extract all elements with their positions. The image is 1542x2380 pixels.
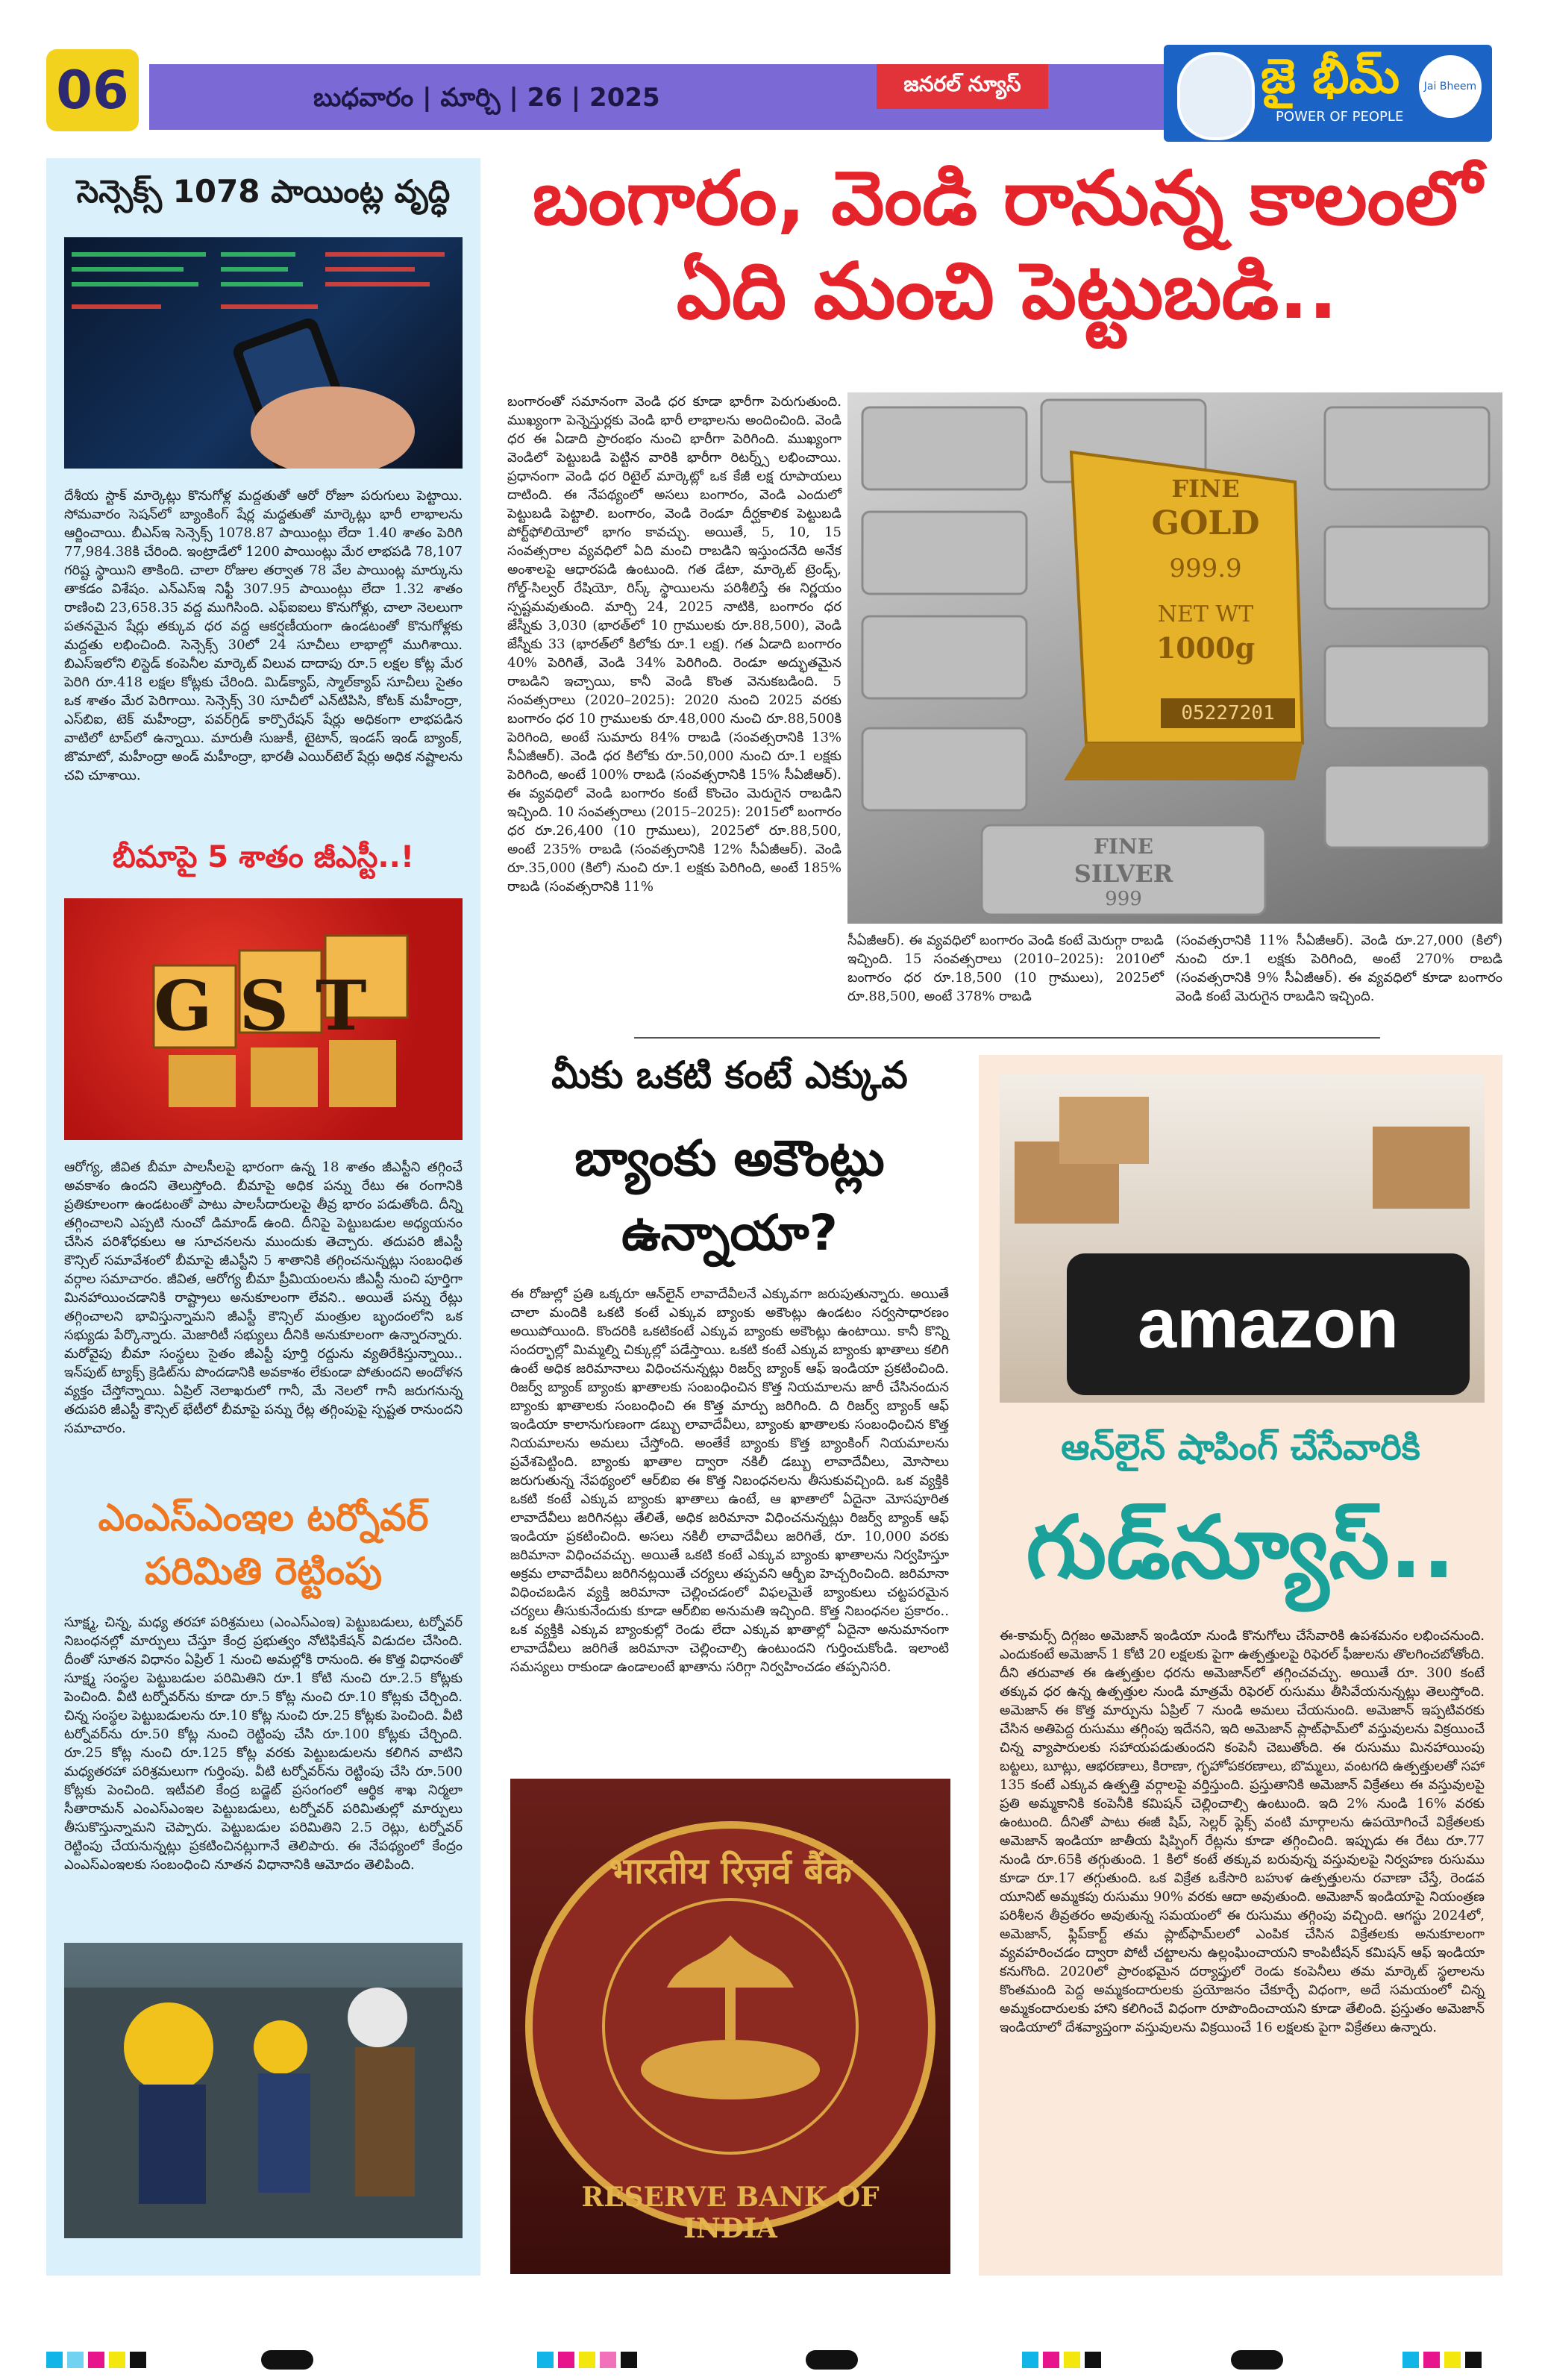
masthead bbox=[1164, 45, 1492, 142]
gold-bar-text-gold: GOLD bbox=[1151, 504, 1260, 542]
factory-workers-image bbox=[64, 1943, 463, 2238]
color-swatch bbox=[1022, 2352, 1038, 2368]
gold-article-body-cont1: సీఏజీఆర్). ఈ వ్యవధిలో బంగారం వెండి కంటే మెరుగ్గా రాబడి ఇచ్చింది. 15 సంవత్సరాలు (2010–2025): 2010లో బంగారం ధర రూ.18,500 (10 గ్రాములు), 2025లో రూ.88,500, అంటే 378% రాబడి bbox=[847, 933, 1164, 1004]
gold-bar-text-netwt: NET WT bbox=[1157, 601, 1254, 627]
amazon-phone-image bbox=[1000, 1074, 1485, 1403]
color-swatch bbox=[130, 2352, 146, 2368]
silver-bar-text-fine: FINE bbox=[1094, 834, 1153, 859]
sensex-article-body: దేశీయ స్టాక్ మార్కెట్లు కొనుగోళ్ల మద్దతుతో ఆరో రోజూ పరుగులు పెట్టాయి. సోమవారం సెషన్‌లో బ్యాంకింగ్ షేర్ల మద్దతుతో మార్కెట్లు భారీ లాభాలను ఆర్జించాయి. బీఎస్ఇ సెన్సెక్స్ 1078.87 పాయింట్లు లేదా 1.40 శాతం పెరిగి 77,984.38కి చేరింది. ఇంట్రాడేలో 1200 పాయింట్లు మేర లాభపడి 78,107 గరిష్ట స్థాయిని తాకింది. చాలా రోజుల తర్వాత 78 వేల పాయింట్ల మార్కును తాకడం విశేషం. ఎన్ఎస్ఇ నిఫ్టీ 307.95 పాయింట్లు లేదా 1.32 శాతం రాణించి 23,658.35 వద్ద ముగిసింది. ఎఫ్ఐఐలు కొనుగోళ్లు, చాలా నెలలుగా పతనమైన షేర్లు తక్కువ ధర వద్ద ఆకర్షణీయంగా ఉండటంతో కొనుగోళ్లకు మద్దతు లభించింది. సెన్సెక్స్ 30లో 24 సూచీలు లాభాల్లో ముగిశాయి. బిఎస్ఇలోని లిస్టెడ్ కంపెనీల మార్కెట్ విలువ దాదాపు రూ.5 లక్షల కోట్ల మేర పెరిగి రూ.418 లక్షల కోట్లకు చేరింది. మిడ్‌క్యాప్, స్మాల్‌క్యాప్ సూచీలు సైతం ఒక శాతం మేర పెరిగాయి. సెన్సెక్స్ 30 సూచీలో ఎన్‌టిపిసి, కోటక్ మహీంద్రా, ఎస్‌బిఐ, టెక్ మహీంద్రా, పవర్‌గ్రిడ్ కార్పొరేషన్ షేర్లు అధికంగా లాభపడిన వాటిలో టాప్‌లో ఉన్నాయి. మారుతీ సుజుకీ, టైటాన్, ఇండస్ ఇండ్ బ్యాంక్, జొమాటో, మహీంద్రా అండ్ మహీంద్రా, భారతీ ఎయిర్‌టెల్ షేర్లు అధిక నష్టాలను చవి చూశాయి. bbox=[64, 488, 463, 783]
registration-mark bbox=[806, 2350, 858, 2370]
color-swatch bbox=[558, 2352, 574, 2368]
color-swatch bbox=[1423, 2352, 1440, 2368]
color-swatch bbox=[1043, 2352, 1059, 2368]
color-swatch bbox=[537, 2352, 554, 2368]
gold-bar-text-fine: FINE bbox=[1171, 475, 1240, 503]
color-swatch bbox=[1444, 2352, 1461, 2368]
gold-article-body-cont2: (సంవత్సరానికి 11% సీఏజీఆర్). వెండి రూ.27,000 (కిలో) నుంచి రూ.1 లక్షకు పెరిగింది, అంటే 270% రాబడి (సంవత్సరానికి 9% సీఏజీఆర్). ఈ వ్యవధిలో కూడా బంగారం వెండి కంటే మెరుగైన రాబడిని ఇచ్చింది. bbox=[1176, 933, 1502, 1004]
article-divider bbox=[634, 1037, 1380, 1039]
bank-headline-line1: బ్యాంకు అకౌంట్లు bbox=[574, 1130, 885, 1187]
paper-title: జై భీమ్ bbox=[1261, 49, 1400, 104]
bank-article-body: ఈ రోజుల్లో ప్రతి ఒక్కరూ ఆన్‌లైన్ లావాదేవీలనే ఎక్కువగా జరుపుతున్నారు. అయితే చాలా మందికి ఒకటి కంటే ఎక్కువ బ్యాంకు అకౌంట్లు ఉండటం సర్వసాధారణం అయిపోయింది. కొందరికి ఒకటికంటే ఎక్కువ బ్యాంకు అకౌంట్లు ఉంటాయి. కానీ కొన్ని సందర్భాల్లో మిమ్మల్ని చిక్కుల్లో పడేస్తాయి. ఒకటి కంటే ఎక్కువ బ్యాంకు ఖాతాలు కలిగి ఉంటే అధిక జరిమానాలు విధించనున్నట్లు రిజర్వ్ బ్యాంక్ ఆఫ్ ఇండియా ప్రకటించింది. రిజర్వ్ బ్యాంక్ బ్యాంకు ఖాతాలకు సంబంధించిన కొత్త నియమాలను జారీ చేసినందున బ్యాంకు ఖాతాలకు సంబంధించి ఈ కొత్త మార్పు జరిగింది. ది రిజర్వ్ బ్యాంక్ ఆఫ్ ఇండియా కాలానుగుణంగా డబ్బు లావాదేవీలు, బ్యాంకు ఖాతాలకు సంబంధించిన కొత్త నియమాలను అమలు చేస్తోంది. అంతేకే బ్యాంకు కొత్త బ్యాంకింగ్ నియమాలను ప్రవేశపెట్టింది. బ్యాంకు ఖాతాల ద్వారా నకిలీ డబ్బు లావాదేవీలు, మోసాలు జరుగుతున్న నేపథ్యంలో ఆర్‌బిఐ ఈ కొత్త నిబంధనలను తీసుకువచ్చింది. ఒక వ్యక్తికి ఒకటి కంటే ఎక్కువ బ్యాంకు ఖాతాలు ఉంటే, ఆ ఖాతాలో ఏదైనా మోసపూరిత లావాదేవీలు జరిగినట్లు తేలితే, అధిక జరిమానా విధించనున్నట్లు రిజర్వ్ బ్యాంక్ ఆఫ్ ఇండియా ప్రకటించింది. అసలు నకిలీ లావాదేవీలు జరిగితే, రూ. 10,000 వరకు జరిమానా విధించవచ్చు. అయితే ఒకటి కంటే ఎక్కువ బ్యాంకు ఖాతాలను నిర్వహిస్తూ అక్రమ లావాదేవీలు జరిగినట్లయితే చర్యలు తప్పవని ఆర్బీఐ హెచ్చరించింది. జరిమానా విధించబడిన వ్యక్తి జరిమానా చెల్లించడంలో విఫలమైతే బ్యాంకులు చట్టపరమైన చర్యలు తీసుకునేందుకు కూడా ఆర్‌బిఐ అనుమతి ఇచ్చింది. కొత్త నిబంధనల ప్రకారం.. ఒక వ్యక్తికి ఎక్కువ బ్యాంకుల్లో రెండు లేదా ఎక్కువ ఖాతాల్లో ఏదైనా అనుమానంగా లావాదేవీలు జరిగితే జరిమానా చెల్లించాల్సి ఉంటుందని గుర్తించుకోండి. ఇలాంటి సమస్యలు రాకుండా ఉండాలంటే ఖాతాను సరిగ్గా నిర్వహించడం తప్పనిసరి. bbox=[510, 1286, 949, 1675]
edition-date: బుధవారం | మార్చి | 26 | 2025 bbox=[313, 83, 660, 113]
gold-bar-serial: 05227201 bbox=[1161, 698, 1295, 728]
gold-headline-line2: ఏది మంచి పెట్టుబడి.. bbox=[676, 245, 1338, 336]
color-swatch bbox=[1402, 2352, 1419, 2368]
bank-kicker: మీకు ఒకటి కంటే ఎక్కువ bbox=[551, 1053, 908, 1097]
registration-mark bbox=[1231, 2350, 1283, 2370]
gold-silver-bars-image bbox=[847, 392, 1502, 924]
paper-tagline: POWER OF PEOPLE bbox=[1276, 109, 1404, 125]
amazon-headline: గుడ్‌న్యూస్.. bbox=[1026, 1497, 1455, 1598]
gst-headline: బీమాపై 5 శాతం జీఎస్టీ..! bbox=[112, 840, 415, 874]
gst-article-body: ఆరోగ్య, జీవిత బీమా పాలసీలపై భారంగా ఉన్న 18 శాతం జీఎస్టీని తగ్గించే అవకాశం ఉందని తెలుస్తోంది. బీమాపై అధిక పన్ను రేటు ఈ రంగానికి ప్రతికూలంగా ఉండటంతో పాటు పాలసీదారులపై తీవ్ర భారం పడుతోంది. దీన్ని తగ్గించాలని ఎప్పటి నుంచో డిమాండ్ ఉంది. దీనిపై పెట్టుబడుల అధ్యయనం చేసిన పరిశోధకులు ఆ సూచనలను ముందుకు తెచ్చారు. తదుపరి జీఎస్టీ కౌన్సిల్ సమావేశంలో బీమాపై జీఎస్టీని 5 శాతానికి తగ్గించనున్నట్లు సంబంధిత వర్గాల సమాచారం. జీవిత, ఆరోగ్య బీమా ప్రీమియంలను జీఎస్టీ నుంచి పూర్తిగా మినహాయించడానికి రాష్ట్రాలు అనుకూలంగా లేవని.. అయితే పన్ను రేట్లు తగ్గించాలని భావిస్తున్నామని జీఎస్టీ కౌన్సిల్ మంత్రుల బృందంలోని ఒక సభ్యుడు పేర్కొన్నారు. మెజారిటీ సభ్యులు దీనికి అనుకూలంగా ఉన్నారన్నారు. మరోవైపు బీమా సంస్థలు సైతం జీఎస్టీ పూర్తి రద్దును వ్యతిరేకిస్తున్నాయి.. ఇన్‌పుట్ ట్యాక్స్ క్రెడిట్‌ను పొందడానికి అవకాశం లేకుండా పోతుందని అందోళన వ్యక్తం చేస్తోన్నాయి. ఏప్రిల్ నెలాఖరులో గానీ, మే నెలలో గానీ జరుగనున్న తదుపరి జీఎస్టీ కౌన్సిల్ భేటీలో బీమాపై పన్ను రేట్ల తగ్గింపుపై స్పష్టత రానుందని సమాచారం. bbox=[64, 1159, 463, 1436]
color-swatch bbox=[1085, 2352, 1101, 2368]
silver-bar-text-silver: SILVER bbox=[1074, 859, 1173, 888]
rbi-hindi-text: भारतीय रिज़र्व बैंक bbox=[609, 1850, 852, 1892]
bank-headline-line2: ఉన్నాయా? bbox=[621, 1204, 838, 1262]
founder-portrait bbox=[1177, 52, 1255, 140]
color-swatch bbox=[600, 2352, 616, 2368]
color-swatch bbox=[1064, 2352, 1080, 2368]
factory-graphic bbox=[64, 1943, 463, 2238]
page-number: 06 bbox=[46, 49, 139, 131]
gst-image bbox=[64, 898, 463, 1140]
sensex-headline: సెన్సెక్స్ 1078 పాయింట్ల వృద్ధి bbox=[76, 173, 451, 210]
stock-market-image bbox=[64, 237, 463, 469]
amazon-article-body: ఈ-కామర్స్ దిగ్గజం అమెజాన్ ఇండియా నుండి కొనుగోలు చేసేవారికి ఉపశమనం లభించనుంది. ఎందుకంటే అమెజాన్ 1 కోటి 20 లక్షలకు పైగా ఉత్పత్తులపై రిఫెరల్ ఫీజులను తొలగించబోతోంది. దీని తరువాత ఈ ఉత్పత్తుల ధరను అమెజాన్‌లో తగ్గించవచ్చు. అయితే రూ. 300 కంటే తక్కువ ధర ఉన్న ఉత్పత్తుల నుండి మాత్రమే రిఫెరల్ రుసుము తీసివేయనున్నట్లు తెలుస్తోంది. అమెజాన్ ఈ కొత్త మార్పును ఏప్రిల్ 7 నుండి అమలు చేయనుంది. అమెజాన్ ఇప్పటివరకు చేసిన అతిపెద్ద రుసుము తగ్గింపు ఇదేనని, ఇది అమెజాన్ ప్లాట్‌ఫామ్‌లో వస్తువులను విక్రయించే చిన్న వ్యాపారులకు సహాయపడుతుందని కంపెనీ చెబుతోంది. ఈ రుసుము మినహాయింపు బట్టలు, బూట్లు, ఆభరణాలు, కిరాణా, గృహోపకరణాలు, బొమ్మలు, వంటగది ఉత్పత్తులతో సహా 135 కంటే ఎక్కువ ఉత్పత్తి వర్గాలపై వర్తిస్తుంది. ప్రస్తుతానికి అమెజాన్ విక్రేతలు ఈ వస్తువులపై ప్రతి అమ్మకానికి కంపెనీకి కమిషన్ చెల్లించాల్సి ఉంటుంది. ఇది 2% నుండి 16% వరకు ఉంటుంది. దీనితో పాటు ఈజీ షిప్, సెల్లర్ ఫ్లెక్స్ వంటి మార్గాలను ఉపయోగించే విక్రేతలకు అమెజాన్ ఇండియా జాతీయ షిప్పింగ్ రేట్లను కూడా తగ్గించింది. ఇప్పుడు ఈ రేటు రూ.77 నుండి రూ.65కి తగ్గుతుంది. 1 కిలో కంటే తక్కువ బరువున్న వస్తువులపై నిర్వహణ రుసుము కూడా రూ.17 తగ్గుతుంది. ఒక విక్రేత ఒకేసారి బహుళ ఉత్పత్తులను రవాణా చేస్తే, రెండవ యూనిట్ అమ్మకపు రుసుము 90% వరకు ఆదా అవుతుంది. అమెజాన్ ఇండియాపై నియంత్రణ పరిశీలన తీవ్రతరం అవుతున్న సమయంలో ఈ రుసుము తగ్గింపు వచ్చింది. ఆగస్టు 2024లో, అమెజాన్, ఫ్లిప్‌కార్ట్ తమ ప్లాట్‌ఫామ్‌లలో ఎంపిక చేసిన విక్రేతలకు అనుకూలంగా వ్యవహరించడం ద్వారా పోటీ చట్టాలను ఉల్లంఘించాయని కాంపిటీషన్ కమిషన్ ఆఫ్ ఇండియా కనుగొంది. 2020లో ప్రారంభమైన దర్యాప్తులో రెండు కంపెనీలు తమ మార్కెట్ స్థలాలను కొంతమంది పెద్ద అమ్మకందారులకు ప్రయోజనం చేకూర్చే విధంగా, అదే సమయంలో చిన్న అమ్మకందారులకు హాని కలిగించే విధంగా రూపొందించాయని కూడా తేలింది. ప్రస్తుతం అమెజాన్ ఇండియాలో దేశవ్యాప్తంగా వస్తువులను విక్రయించే 16 లక్షలకు పైగా విక్రేతలు ఉన్నారు. bbox=[1000, 1628, 1485, 2035]
gold-article-body: బంగారంతో సమానంగా వెండి ధర కూడా భారీగా పెరుగుతుంది. ముఖ్యంగా పెన్నెస్తుర్లకు వెండి భారీ లాభాలను అందించింది. వెండి ధర ఈ ఏడాది ప్రారంభం నుంచి భారీగా పెరిగింది. ముఖ్యంగా వెండిలో పెట్టుబడి పెట్టిన వారికి భారీగా రిటర్న్స్ లభించాయి. ప్రధానంగా వెండి ధర రిటైల్ మార్కెట్లో ఒక కేజీ లక్ష రూపాయలు దాటింది. ఈ నేపథ్యంలో అసలు బంగారం, వెండి ఎందులో పెట్టుబడి పెట్టాలి. బంగారం, వెండి రెండూ దీర్ఘకాలిక పెట్టుబడి పోర్ట్‌ఫోలియోలో భాగం కావచ్చు. అయితే, 5, 10, 15 సంవత్సరాల వ్యవధిలో ఏది మంచి రాబడిని ఇస్తుందనేది అనేక అంశాలపై ఆధారపడి ఉంటుంది. గత డేటా, మార్కెట్ ట్రెండ్స్, గోల్డ్-సిల్వర్ రేషియో, రిస్క్ స్థాయిలను పరిశీలిస్తే ఈ నిర్ణయం స్పష్టమవుతుంది. మార్చి 24, 2025 నాటికి, బంగారం ధర జేస్నీకు 3,030 (భారత్‌లో 10 గ్రాములకు రూ.88,500), వెండి జేస్నీకు 33 (భారత్‌లో కిలోకు రూ.1 లక్ష). గత ఏడాది బంగారం 40% పెరిగితే, వెండి 34% పెరిగింది. రెండూ అద్భుతమైన రాబడిని ఇచ్చాయి, కానీ వెండి కొంత వెనుకబడింది. 5 సంవత్సరాలు (2020–2025): 2020 నుంచి 2025 వరకు బంగారం ధర 10 గ్రాములకు రూ.48,000 నుంచి రూ.88,500కి పెరిగింది, అంటే సుమారు 84% రాబడి (సంవత్సరానికి 13% సీఏజీఆర్). వెండి ధర కిలోకు రూ.50,000 నుంచి రూ.1 లక్షకు పెరిగింది, అంటే 100% రాబడి (సంవత్సరానికి 15% సీఏజీఆర్). ఈ వ్యవధిలో వెండి బంగారం కంటే కొంచెం మెరుగైన రాబడిని ఇచ్చింది. 10 సంవత్సరాలు (2015–2025): 2015లో బంగారం ధర రూ.26,400 (10 గ్రాములు), 2025లో రూ.88,500, అంటే 235% రాబడి (సంవత్సరానికి 12% సీఏజీఆర్). వెండి రూ.35,000 (కిలో) నుంచి రూ.1 లక్షకు పెరిగింది, అంటే 185% రాబడి (సంవత్సరానికి 11% bbox=[507, 394, 841, 895]
rbi-seal-image bbox=[510, 1779, 950, 2274]
color-swatch bbox=[88, 2352, 104, 2368]
amazon-logo-text: amazon bbox=[1138, 1284, 1399, 1362]
color-swatch bbox=[1465, 2352, 1482, 2368]
color-swatch bbox=[109, 2352, 125, 2368]
color-swatch bbox=[621, 2352, 637, 2368]
amazon-kicker: ఆన్‌లైన్ షాపింగ్ చేసేవారికి bbox=[1061, 1427, 1420, 1468]
gst-image-text: GST bbox=[154, 965, 394, 1046]
rbi-english-text: RESERVE BANK OF INDIA bbox=[581, 2182, 880, 2244]
section-label: జనరల్ న్యూస్ bbox=[877, 64, 1048, 109]
stock-screen-graphic bbox=[64, 237, 463, 469]
gold-headline-line1: బంగారం, వెండి రానున్న కాలంలో bbox=[532, 154, 1482, 242]
msme-headline: ఎంఎస్ఎంఇల టర్నోవర్ పరిమితి రెట్టింపు bbox=[98, 1496, 429, 1593]
gold-bar-text-weight: 1000g bbox=[1156, 631, 1256, 665]
paper-logo-icon: Jai Bheem bbox=[1419, 55, 1482, 118]
color-swatch bbox=[67, 2352, 84, 2368]
gold-bar-text-purity: 999.9 bbox=[1169, 554, 1242, 583]
silver-bar-text-purity: 999 bbox=[1105, 888, 1142, 910]
color-swatch bbox=[579, 2352, 595, 2368]
registration-mark bbox=[261, 2350, 313, 2370]
color-swatch bbox=[46, 2352, 63, 2368]
msme-article-body: సూక్ష్మ, చిన్న, మధ్య తరహా పరిశ్రమలు (ఎంఎస్ఎంఇ) పెట్టుబడులు, టర్నోవర్ నిబంధనల్లో మార్పులు చేస్తూ కేంద్ర ప్రభుత్వం నోటిఫికేషన్ విడుదల చేసింది. దీంతో సూతన విధానం ఏప్రిల్ 1 నుంచి అమల్లోకి రానుంది. ఈ కొత్త విధానంతో సూక్ష్మ సంస్థల పెట్టుబడుల పరిమితిని రూ.1 కోటి నుంచి రూ.2.5 కోట్లకు పెంచింది. వీటి టర్నోవర్‌ను కూడా రూ.5 కోట్ల నుంచి రూ.10 కోట్లకు చేర్చింది. చిన్న సంస్థల పెట్టుబడులను రూ.10 కోట్ల నుంచి రూ.25 కోట్లకు పెంచింది. వీటి టర్నోవర్‌ను రూ.50 కోట్ల నుంచి రెట్టింపు చేసి రూ.100 కోట్లకు చేర్చింది. రూ.25 కోట్ల నుంచి రూ.125 కోట్ల వరకు పెట్టుబడులను కలిగిన వాటిని మధ్యతరహా పరిశ్రమలుగా గుర్తింపు. వీటి టర్నోవర్‌ను రెట్టింపు చేసి రూ.500 కోట్లకు పెంచింది. ఇటీవలి కేంద్ర బడ్జెట్ ప్రసంగంలో ఆర్థిక శాఖ నిర్మలా సీతారామన్ ఎంఎస్ఎంఇల పెట్టుబడులు, టర్నోవర్ పరిమితుల్లో మార్పులు తీసుకొస్తున్నామని చెప్పారు. పెట్టుబడుల పరిమితిని 2.5 రెట్లు, టర్నోవర్ రెట్టింపు చేయనున్నట్లు ప్రకటించినట్లుగానే తెలిపారు. ఈ నేపథ్యంలో కేంద్రం ఎంఎస్ఎంఇలకు సంబంధించి నూతన విధానానికి ఆమోదం తెలిపింది. bbox=[64, 1615, 463, 1873]
